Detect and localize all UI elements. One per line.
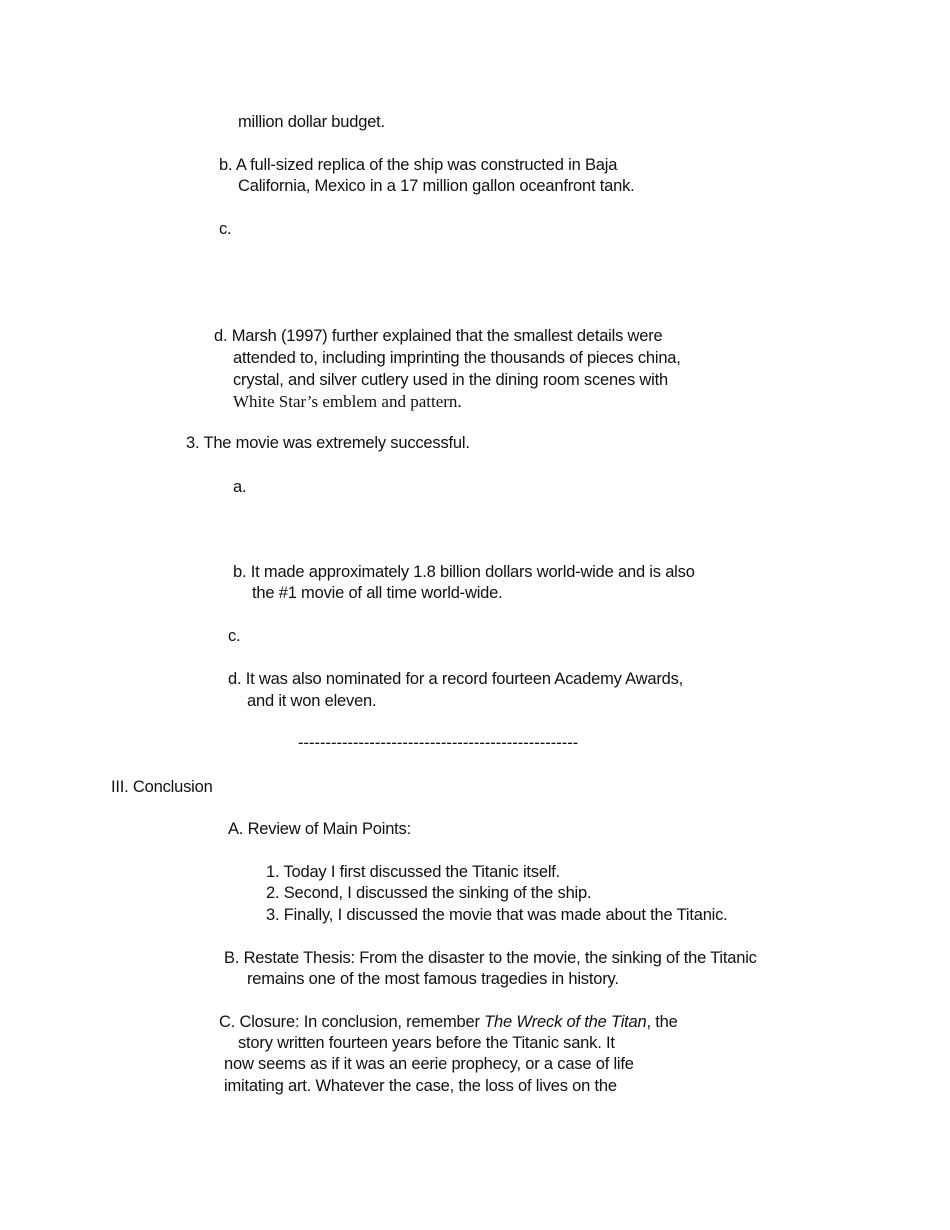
- review-point-1: 1. Today I first discussed the Titanic itself.: [266, 863, 561, 881]
- conclusion-heading: III. Conclusion: [111, 778, 213, 796]
- point-3-heading: 3. The movie was extremely successful.: [186, 434, 470, 452]
- closure-book-title: The Wreck of the Titan: [484, 1013, 647, 1031]
- item-d-line-2: attended to, including imprinting the thousands of pieces china,: [233, 349, 681, 367]
- review-heading: A. Review of Main Points:: [228, 820, 411, 838]
- point-3-a-label: a.: [233, 478, 247, 496]
- item-a-continuation: million dollar budget.: [238, 113, 385, 131]
- point-3-d-line-2: and it won eleven.: [247, 692, 377, 710]
- closure-suffix: , the: [646, 1013, 678, 1031]
- closure-prefix: C. Closure: In conclusion, remember: [219, 1013, 485, 1031]
- closure-line-4: imitating art. Whatever the case, the loss of lives on the: [224, 1077, 617, 1095]
- section-divider: ---------------------------------------------------: [298, 734, 579, 752]
- point-3-c-label: c.: [228, 627, 241, 645]
- item-c-label: c.: [219, 220, 232, 238]
- item-d-line-4: White Star’s emblem and pattern.: [233, 392, 462, 411]
- item-d-line-3: crystal, and silver cutlery used in the dining room scenes with: [233, 371, 668, 389]
- item-b-line-1: b. A full-sized replica of the ship was constructed in Baja: [219, 156, 618, 174]
- point-3-b-line-1: b. It made approximately 1.8 billion dollars world-wide and is also: [233, 563, 695, 581]
- item-b-line-2: California, Mexico in a 17 million gallon oceanfront tank.: [238, 177, 635, 195]
- point-3-b-line-2: the #1 movie of all time world-wide.: [252, 584, 503, 602]
- closure-line-1: [219, 1011, 678, 1033]
- review-point-3: 3. Finally, I discussed the movie that was made about the Titanic.: [266, 906, 728, 924]
- closure-line-2: story written fourteen years before the Titanic sank. It: [238, 1034, 615, 1052]
- thesis-line-1: B. Restate Thesis: From the disaster to the movie, the sinking of the Titanic: [224, 949, 757, 967]
- item-d-line-1: d. Marsh (1997) further explained that the smallest details were: [214, 327, 663, 345]
- review-point-2: 2. Second, I discussed the sinking of the ship.: [266, 884, 592, 902]
- point-3-d-line-1: d. It was also nominated for a record fourteen Academy Awards,: [228, 670, 684, 688]
- thesis-line-2: remains one of the most famous tragedies in history.: [247, 970, 619, 988]
- closure-line-3: now seems as if it was an eerie prophecy, or a case of life: [224, 1055, 634, 1073]
